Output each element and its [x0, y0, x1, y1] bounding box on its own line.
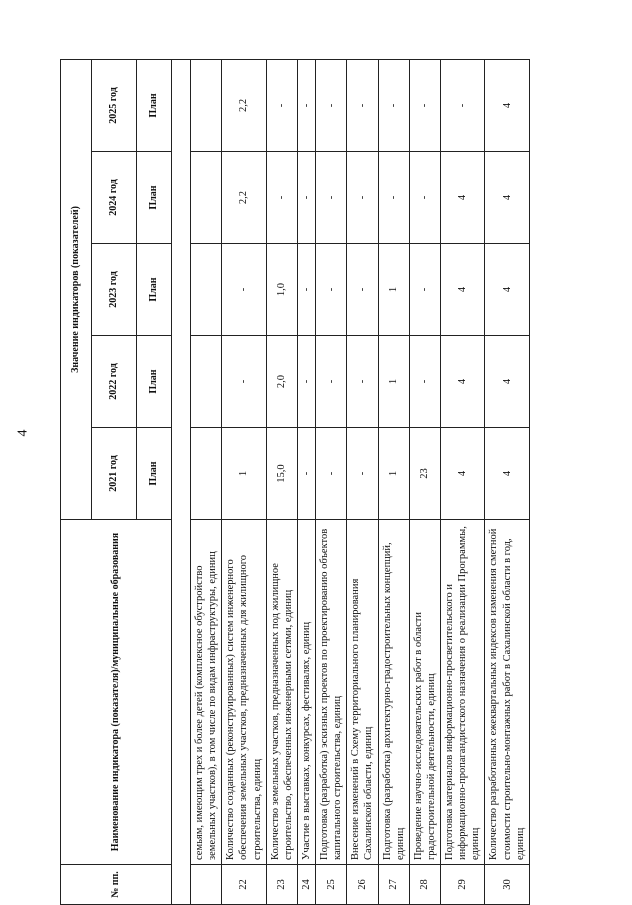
- row-value-2024: 2,2: [222, 152, 266, 244]
- row-number: 27: [378, 865, 409, 905]
- row-value-2023: -: [297, 244, 315, 336]
- header-row-1: [61, 59, 92, 904]
- table-frame: [60, 60, 550, 905]
- row-indicator-name: Подготовка (разработка) архитектурно-градостроительных концепций, единиц: [378, 520, 409, 865]
- row-value-2022: -: [297, 336, 315, 428]
- row-indicator-name: Подготовка материалов информационно-просветительского и информационно-пропагандистского назначения о реализации Программы, единиц: [441, 520, 485, 865]
- table-row: [222, 59, 266, 904]
- indicators-table: [60, 59, 530, 905]
- row-value-2024: -: [347, 152, 378, 244]
- row-indicator-name: Подготовка (разработка) эскизных проектов по проектированию объектов капитального строительства, единиц: [316, 520, 347, 865]
- row-value-2024: 4: [441, 152, 485, 244]
- row-value-2025: 4: [485, 59, 529, 151]
- header-plan: План: [137, 336, 172, 428]
- row-value-2023: -: [316, 244, 347, 336]
- row-value-2024: 4: [485, 152, 529, 244]
- row-value-2021: 23: [409, 428, 440, 520]
- header-no: № пп.: [61, 865, 172, 905]
- table-row: [485, 59, 529, 904]
- row-number: 26: [347, 865, 378, 905]
- header-name: Наименование индикатора (показателя)/муниципальные образования: [61, 520, 172, 865]
- row-number: 29: [441, 865, 485, 905]
- row-indicator-name: Внесение изменений в Схему территориального планирования Сахалинской области, единиц: [347, 520, 378, 865]
- row-value-2025: -: [316, 59, 347, 151]
- row-value-2022: -: [347, 336, 378, 428]
- row-value-2025: -: [378, 59, 409, 151]
- row-indicator-name: Участие в выставках, конкурсах, фестивалях, единиц: [297, 520, 315, 865]
- row-value-2022: 2,0: [266, 336, 297, 428]
- row-value-2023: 4: [441, 244, 485, 336]
- table-row: [409, 59, 440, 904]
- row-value-2021: 4: [485, 428, 529, 520]
- header-year-2024: 2024 год: [92, 152, 137, 244]
- row-value-2022: -: [316, 336, 347, 428]
- row-value-2024: -: [316, 152, 347, 244]
- row-value-2023: [191, 244, 222, 336]
- row-value-2025: -: [409, 59, 440, 151]
- row-value-2023: -: [222, 244, 266, 336]
- row-value-2025: -: [297, 59, 315, 151]
- row-value-2021: -: [297, 428, 315, 520]
- header-values-title: Значение индикаторов (показателей): [61, 59, 92, 519]
- header-year-2022: 2022 год: [92, 336, 137, 428]
- table-row: [441, 59, 485, 904]
- row-value-2024: -: [409, 152, 440, 244]
- row-value-2021: -: [316, 428, 347, 520]
- row-value-2021: 1: [222, 428, 266, 520]
- row-number: 24: [297, 865, 315, 905]
- table-row: [266, 59, 297, 904]
- row-number: 23: [266, 865, 297, 905]
- row-value-2021: 4: [441, 428, 485, 520]
- header-year-2023: 2023 год: [92, 244, 137, 336]
- header-plan: План: [137, 428, 172, 520]
- table-spacer-row: [172, 59, 191, 904]
- row-value-2025: -: [347, 59, 378, 151]
- row-value-2024: [191, 152, 222, 244]
- row-value-2025: -: [266, 59, 297, 151]
- row-number: [191, 865, 222, 905]
- row-value-2023: -: [347, 244, 378, 336]
- row-value-2025: -: [441, 59, 485, 151]
- table-row: [347, 59, 378, 904]
- row-value-2023: 1: [378, 244, 409, 336]
- row-value-2024: -: [378, 152, 409, 244]
- row-indicator-name: семьям, имеющим трех и более детей (комплексное обустройство земельных участков), в том числе по видам инфраструктуры, единиц: [191, 520, 222, 865]
- table-row: [316, 59, 347, 904]
- row-value-2021: 15,0: [266, 428, 297, 520]
- row-value-2021: [191, 428, 222, 520]
- header-plan: План: [137, 59, 172, 151]
- row-value-2022: [191, 336, 222, 428]
- row-number: 25: [316, 865, 347, 905]
- row-number: 22: [222, 865, 266, 905]
- row-value-2023: 1,0: [266, 244, 297, 336]
- rotated-table-container: [60, 60, 550, 905]
- row-indicator-name: Проведение научно-исследовательских работ в области градостроительной деятельности, единиц: [409, 520, 440, 865]
- table-row: [297, 59, 315, 904]
- row-value-2025: [191, 59, 222, 151]
- row-value-2022: 4: [485, 336, 529, 428]
- header-year-2021: 2021 год: [92, 428, 137, 520]
- row-value-2021: 1: [378, 428, 409, 520]
- row-indicator-name: Количество земельных участков, предназначенных под жилищное строительство, обеспеченных инженерными сетями, единиц: [266, 520, 297, 865]
- header-plan: План: [137, 152, 172, 244]
- row-indicator-name: Количество созданных (реконструированных) систем инженерного обеспечения земельных участков, предназначенных для жилищного строительства, единиц: [222, 520, 266, 865]
- row-value-2024: -: [297, 152, 315, 244]
- row-value-2023: 4: [485, 244, 529, 336]
- header-plan: План: [137, 244, 172, 336]
- row-value-2022: -: [409, 336, 440, 428]
- row-value-2022: -: [222, 336, 266, 428]
- row-number: 30: [485, 865, 529, 905]
- page-number: 4: [15, 429, 31, 437]
- row-number: 28: [409, 865, 440, 905]
- row-value-2022: 4: [441, 336, 485, 428]
- row-value-2025: 2,2: [222, 59, 266, 151]
- row-value-2021: -: [347, 428, 378, 520]
- table-row: [191, 59, 222, 904]
- row-value-2023: -: [409, 244, 440, 336]
- row-value-2022: 1: [378, 336, 409, 428]
- header-year-2025: 2025 год: [92, 59, 137, 151]
- row-value-2024: -: [266, 152, 297, 244]
- table-row: [378, 59, 409, 904]
- row-indicator-name: Количество разработанных ежеквартальных индексов изменения сметной стоимости строительно-монтажных работ в Сахалинской области в год, единиц: [485, 520, 529, 865]
